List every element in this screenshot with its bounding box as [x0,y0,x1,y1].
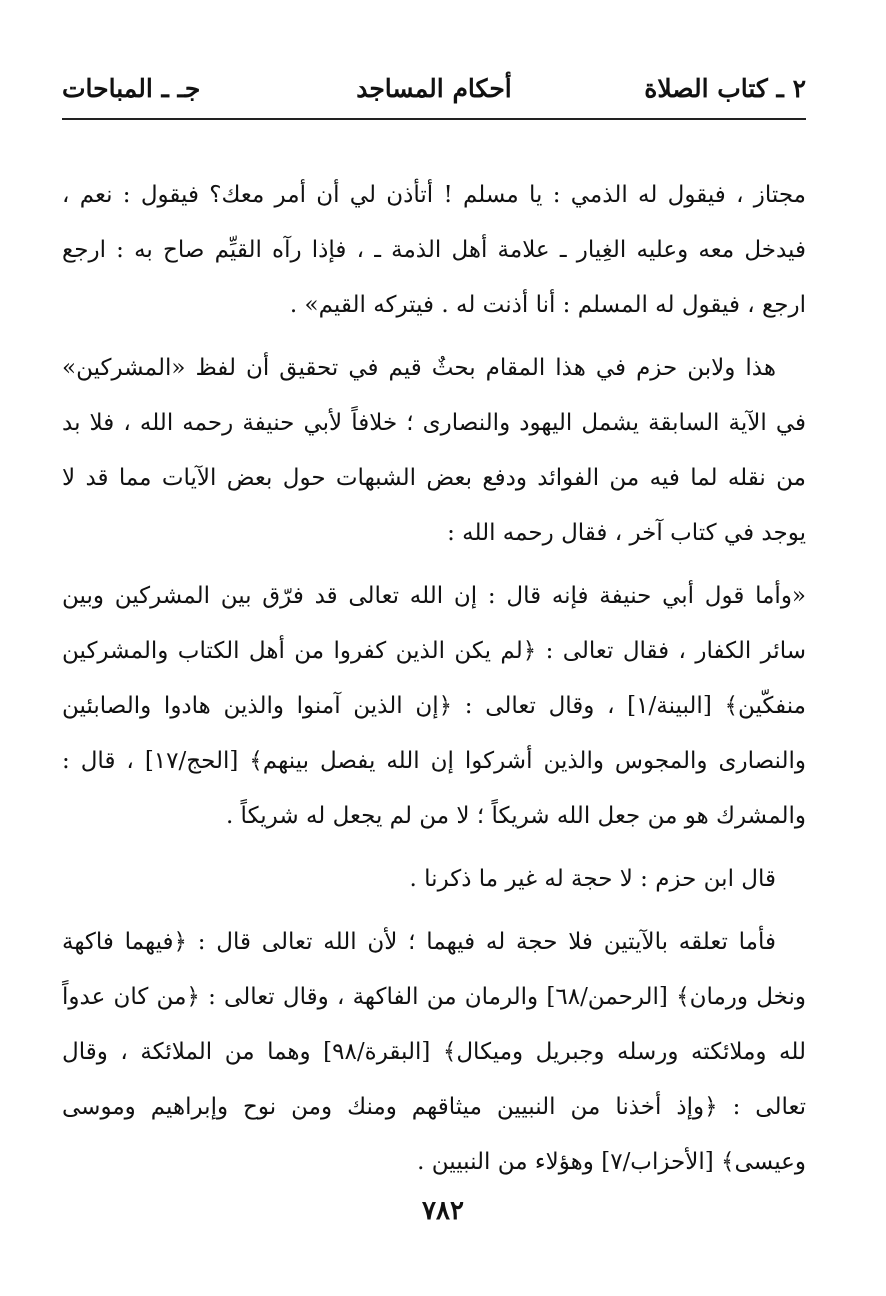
header-divider [62,118,806,120]
page-number: ٧٨٢ [422,1196,464,1226]
section-title: أحكام المساجد [356,74,512,103]
body-text [62,168,806,1198]
paragraph: فأما تعلقه بالآيتين فلا حجة له فيهما ؛ لأن الله تعالى قال : ﴿فيهما فاكهة ونخل ورمان﴾ [الرحمن/٦٨] والرمان من الفاكهة ، وقال تعالى : ﴿من كان عدواً لله وملائكته ورسله وجبريل وميكال﴾ [البقرة/٩٨] وهما من الملائكة ، وقال تعالى : ﴿وإذ أخذنا من النبيين ميثاقهم ومنك ومن نوح وإبراهيم وموسى وعيسى﴾ [الأحزاب/٧] وهؤلاء من النبيين . [62,929,806,1175]
paragraph: مجتاز ، فيقول له الذمي : يا مسلم ! أتأذن لي أن أمر معك؟ فيقول : نعم ، فيدخل معه وعليه الغِيار ـ علامة أهل الذمة ـ ، فإذا رآه القيِّم صاح به : ارجع ارجع ، فيقول له المسلم : أنا أذنت له . فيتركه القيم» . [62,182,806,318]
subsection-title: جـ ـ المباحات [62,74,201,103]
running-header [62,72,806,112]
paragraph: قال ابن حزم : لا حجة له غير ما ذكرنا . [409,866,776,892]
paragraph: «وأما قول أبي حنيفة فإنه قال : إن الله تعالى قد فرّق بين المشركين وبين سائر الكفار ، فقال تعالى : ﴿لم يكن الذين كفروا من أهل الكتاب والمشركين منفكّين﴾ [البينة/١] ، وقال تعالى : ﴿إن الذين آمنوا والذين هادوا والصابئين والنصارى والمجوس والذين أشركوا إن الله يفصل بينهم﴾ [الحج/١٧] ، قال : والمشرك هو من جعل الله شريكاً ؛ لا من لم يجعل له شريكاً . [62,583,807,829]
chapter-title: ٢ ـ كتاب الصلاة [644,74,806,103]
paragraph: هذا ولابن حزم في هذا المقام بحثٌ قيم في تحقيق أن لفظ «المشركين» في الآية السابقة يشمل اليهود والنصارى ؛ خلافاً لأبي حنيفة رحمه الله ، فلا بد من نقله لما فيه من الفوائد ودفع بعض الشبهات حول بعض الآيات مما قد لا يوجد في كتاب آخر ، فقال رحمه الله : [62,355,806,546]
